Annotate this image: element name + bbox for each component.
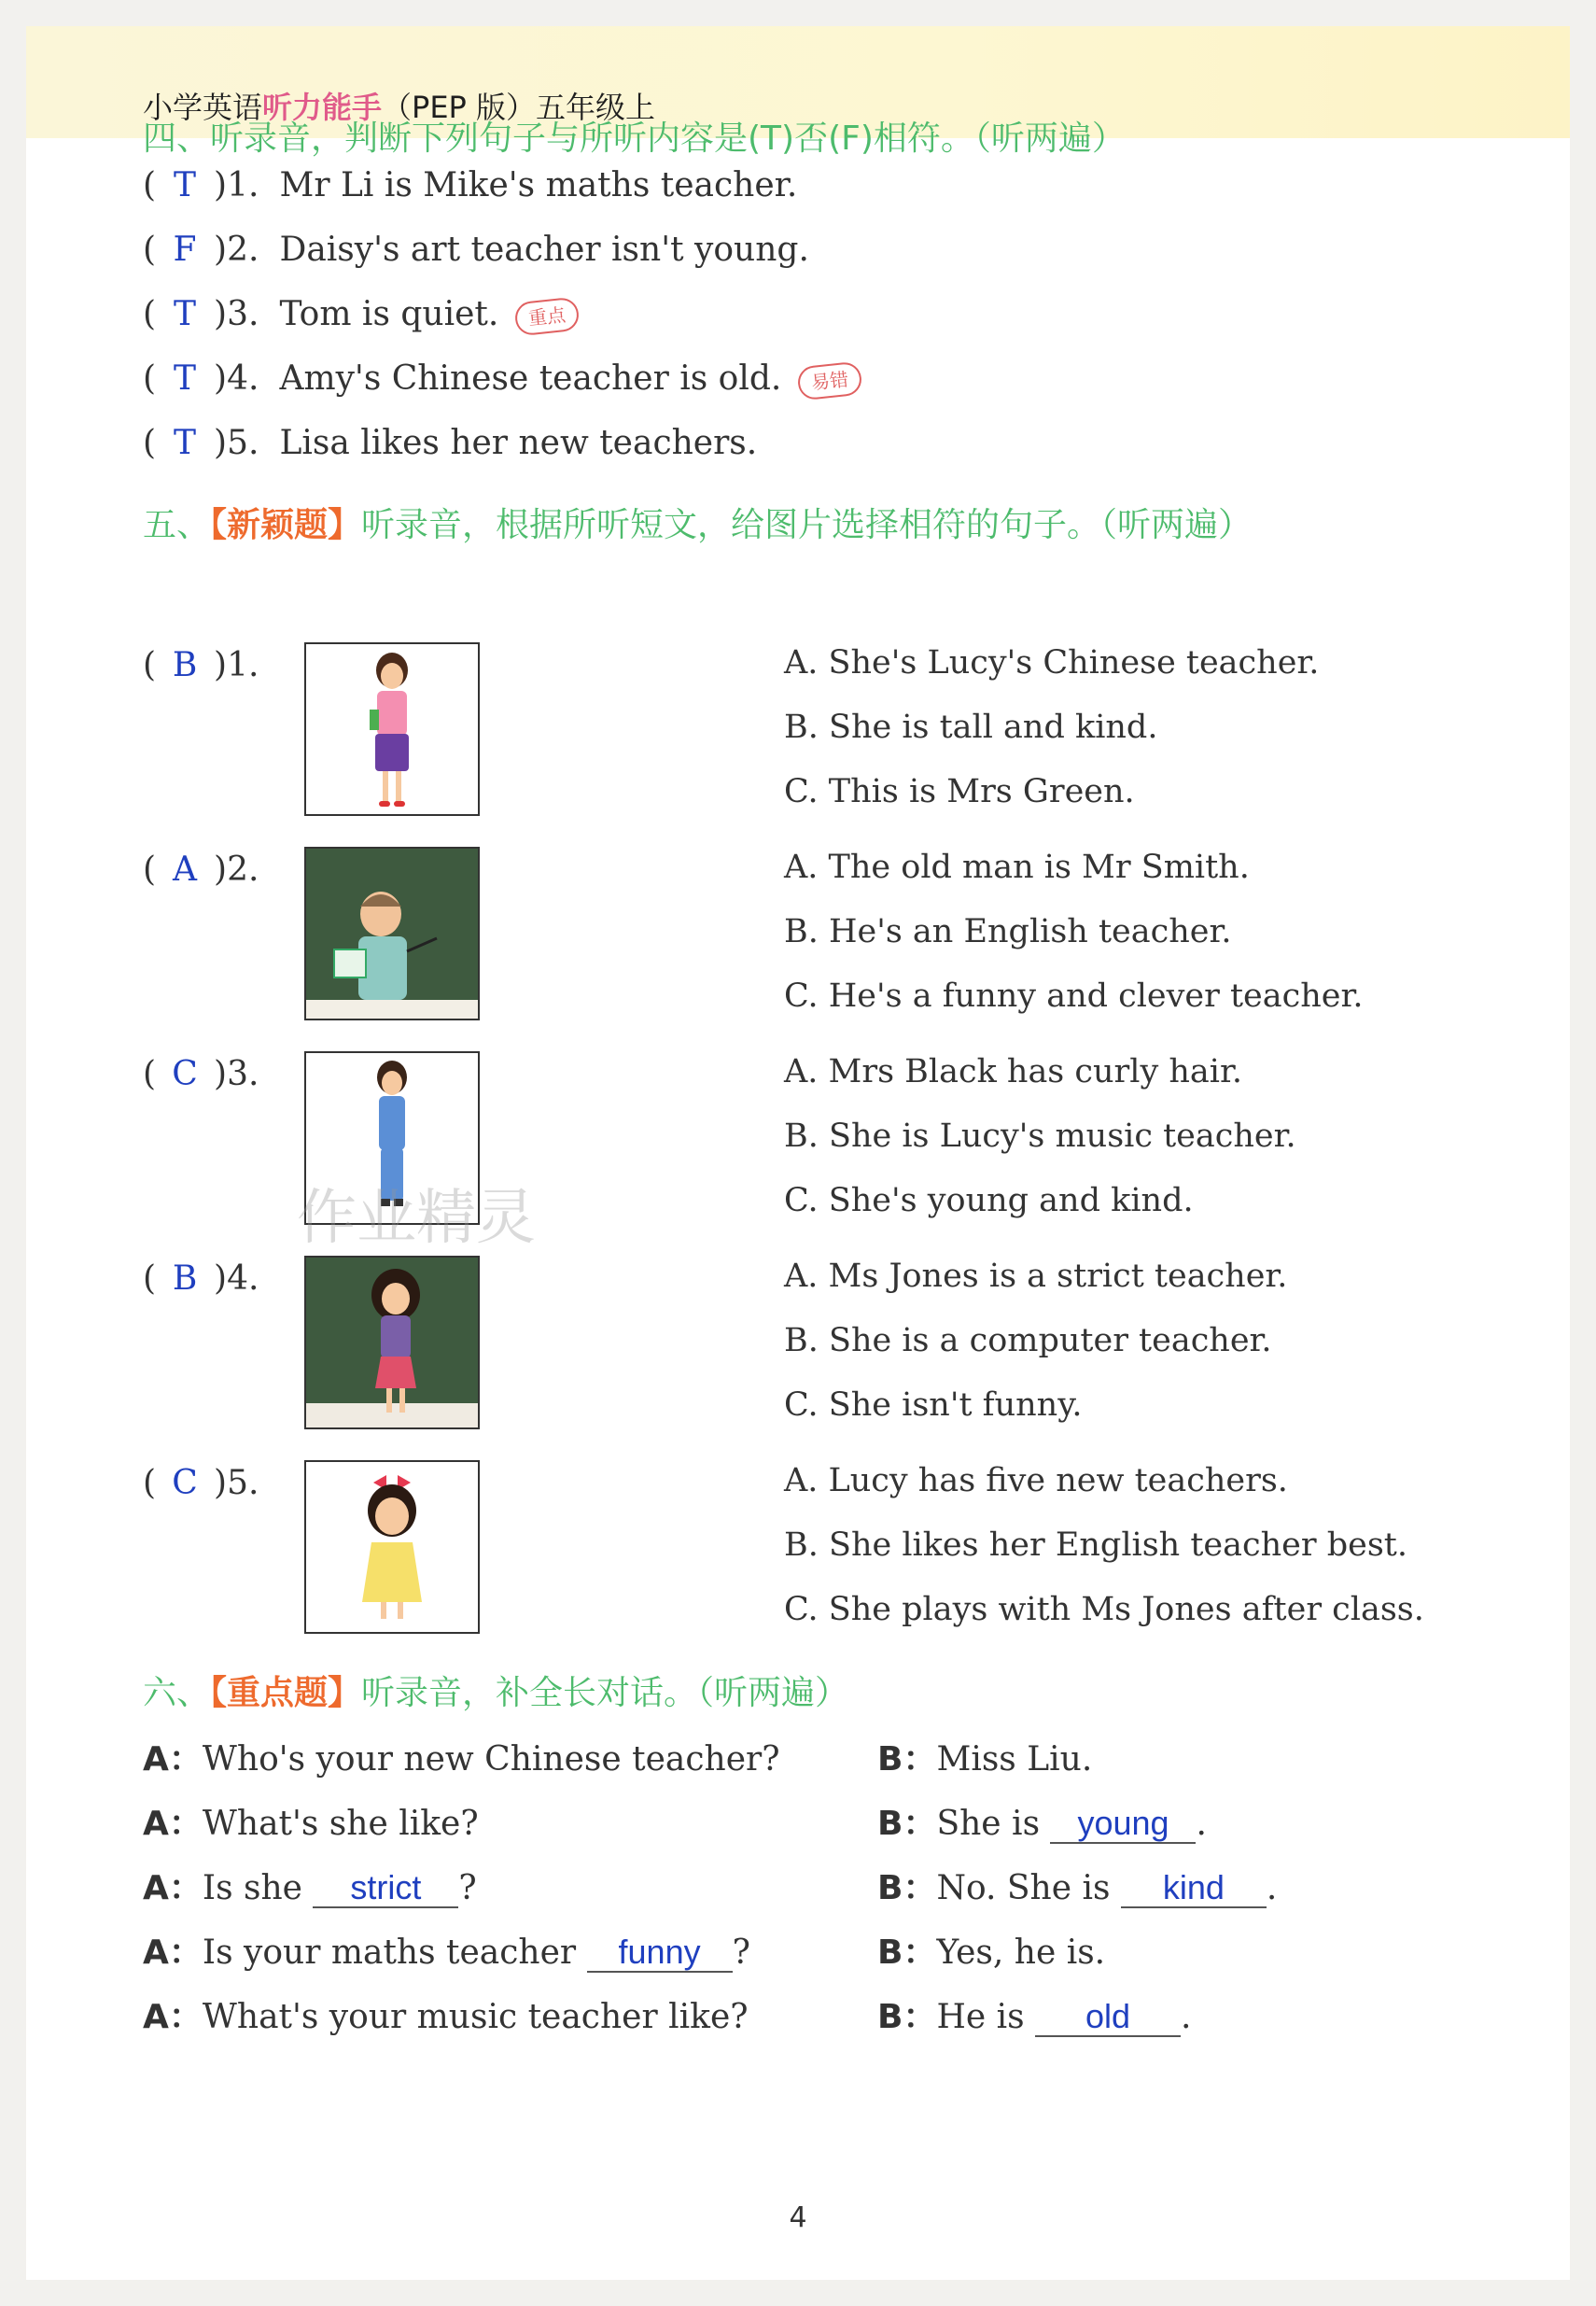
tf-answer-1[interactable]: T [174,166,197,204]
tf-answer-5[interactable]: T [174,424,197,462]
tf-item-3: ( T )3. Tom is quiet. 重点 [143,295,579,333]
blank-funny[interactable]: funny [587,1933,733,1973]
blank-old[interactable]: old [1035,1998,1181,2037]
girl-yellow-dress-icon [306,1462,478,1632]
choice-answer-1[interactable]: B [172,646,198,684]
tf-answer-2[interactable]: F [173,231,197,269]
dialogue-b-line-2: B：She is young . [877,1804,1207,1843]
choice-3-option-b: B. She is Lucy's music teacher. [784,1118,1296,1155]
dialogue-b-line-5: B：He is old . [877,1997,1192,2036]
tf-item-1: ( T )1. Mr Li is Mike's maths teacher. [143,166,798,204]
choice-4-option-c: C. She isn't funny. [784,1386,1083,1424]
section-6-heading: 六、【重点题】听录音，补全长对话。（听两遍） [143,1674,849,1712]
tf-item-5: ( T )5. Lisa likes her new teachers. [143,424,758,462]
choice-2-option-a: A. The old man is Mr Smith. [784,849,1250,886]
choice-4-option-b: B. She is a computer teacher. [784,1322,1272,1359]
section-5-heading: 五、【新颖题】听录音，根据所听短文，给图片选择相符的句子。（听两遍） [143,506,1253,544]
old-man-teacher-icon [306,849,478,1019]
book-title: 小学英语听力能手（PEP 版）五年级上 [143,90,656,125]
choice-item-4: ( B )4. [143,1259,259,1298]
blank-young[interactable]: young [1050,1805,1196,1844]
choice-answer-2[interactable]: A [173,851,198,889]
picture-woman-teacher-blackboard [304,1256,480,1429]
choice-2-option-c: C. He's a funny and clever teacher. [784,977,1364,1015]
dialogue-a-line-2: A：What's she like? [143,1805,479,1843]
choice-item-2: ( A )2. [143,851,259,889]
dialogue-b-line-1: B：Miss Liu. [877,1740,1093,1779]
choice-5-option-c: C. She plays with Ms Jones after class. [784,1591,1424,1628]
dialogue-a-line-3: A：Is she strict ? [143,1868,477,1907]
dialogue-b-line-3: B：No. She is kind . [877,1868,1278,1907]
book-brand: 听力能手 [262,90,383,125]
dialogue-a-line-1: A：Who's your new Chinese teacher? [143,1740,780,1779]
watermark: 作业精灵 [297,1184,536,1253]
picture-teacher-woman-pink [304,642,480,816]
choice-1-option-b: B. She is tall and kind. [784,709,1158,746]
error-prone-badge: 易错 [797,361,863,401]
blank-strict[interactable]: strict [313,1869,458,1908]
choice-answer-5[interactable]: C [172,1464,198,1502]
tf-answer-4[interactable]: T [174,359,197,398]
blank-kind[interactable]: kind [1121,1869,1267,1908]
choice-1-option-c: C. This is Mrs Green. [784,773,1135,810]
choice-3-option-a: A. Mrs Black has curly hair. [784,1053,1242,1090]
picture-girl-yellow-dress [304,1460,480,1634]
dialogue-a-line-5: A：What's your music teacher like? [143,1998,749,2036]
choice-item-1: ( B )1. [143,646,259,684]
choice-5-option-b: B. She likes her English teacher best. [784,1526,1407,1564]
choice-4-option-a: A. Ms Jones is a strict teacher. [784,1258,1288,1295]
tf-answer-3[interactable]: T [174,295,197,333]
page-number: 4 [789,2201,807,2234]
choice-item-3: ( C )3. [143,1055,259,1093]
choice-3-option-c: C. She's young and kind. [784,1182,1194,1219]
picture-old-man-teacher [304,847,480,1020]
tf-item-4: ( T )4. Amy's Chinese teacher is old. 易错 [143,359,861,398]
choice-5-option-a: A. Lucy has five new teachers. [784,1462,1288,1499]
choice-1-option-a: A. She's Lucy's Chinese teacher. [784,644,1320,682]
woman-teacher-blackboard-icon [306,1258,478,1427]
choice-item-5: ( C )5. [143,1464,259,1502]
dialogue-a-line-4: A：Is your maths teacher funny ? [143,1933,750,1972]
section-4-heading: 四、听录音，判断下列句子与所听内容是(T)否(F)相符。（听两遍） [143,120,1126,158]
tf-item-2: ( F )2. Daisy's art teacher isn't young. [143,231,809,269]
choice-answer-3[interactable]: C [172,1055,198,1093]
choice-2-option-b: B. He's an English teacher. [784,913,1232,950]
teacher-woman-pink-icon [306,644,478,814]
key-point-badge: 重点 [514,297,581,337]
dialogue-b-line-4: B：Yes, he is. [877,1933,1106,1972]
workbook-page [26,26,1570,2280]
choice-answer-4[interactable]: B [172,1259,198,1298]
new-question-tag: 【新颖题】 [210,506,362,544]
key-question-tag: 【重点题】 [210,1674,362,1712]
